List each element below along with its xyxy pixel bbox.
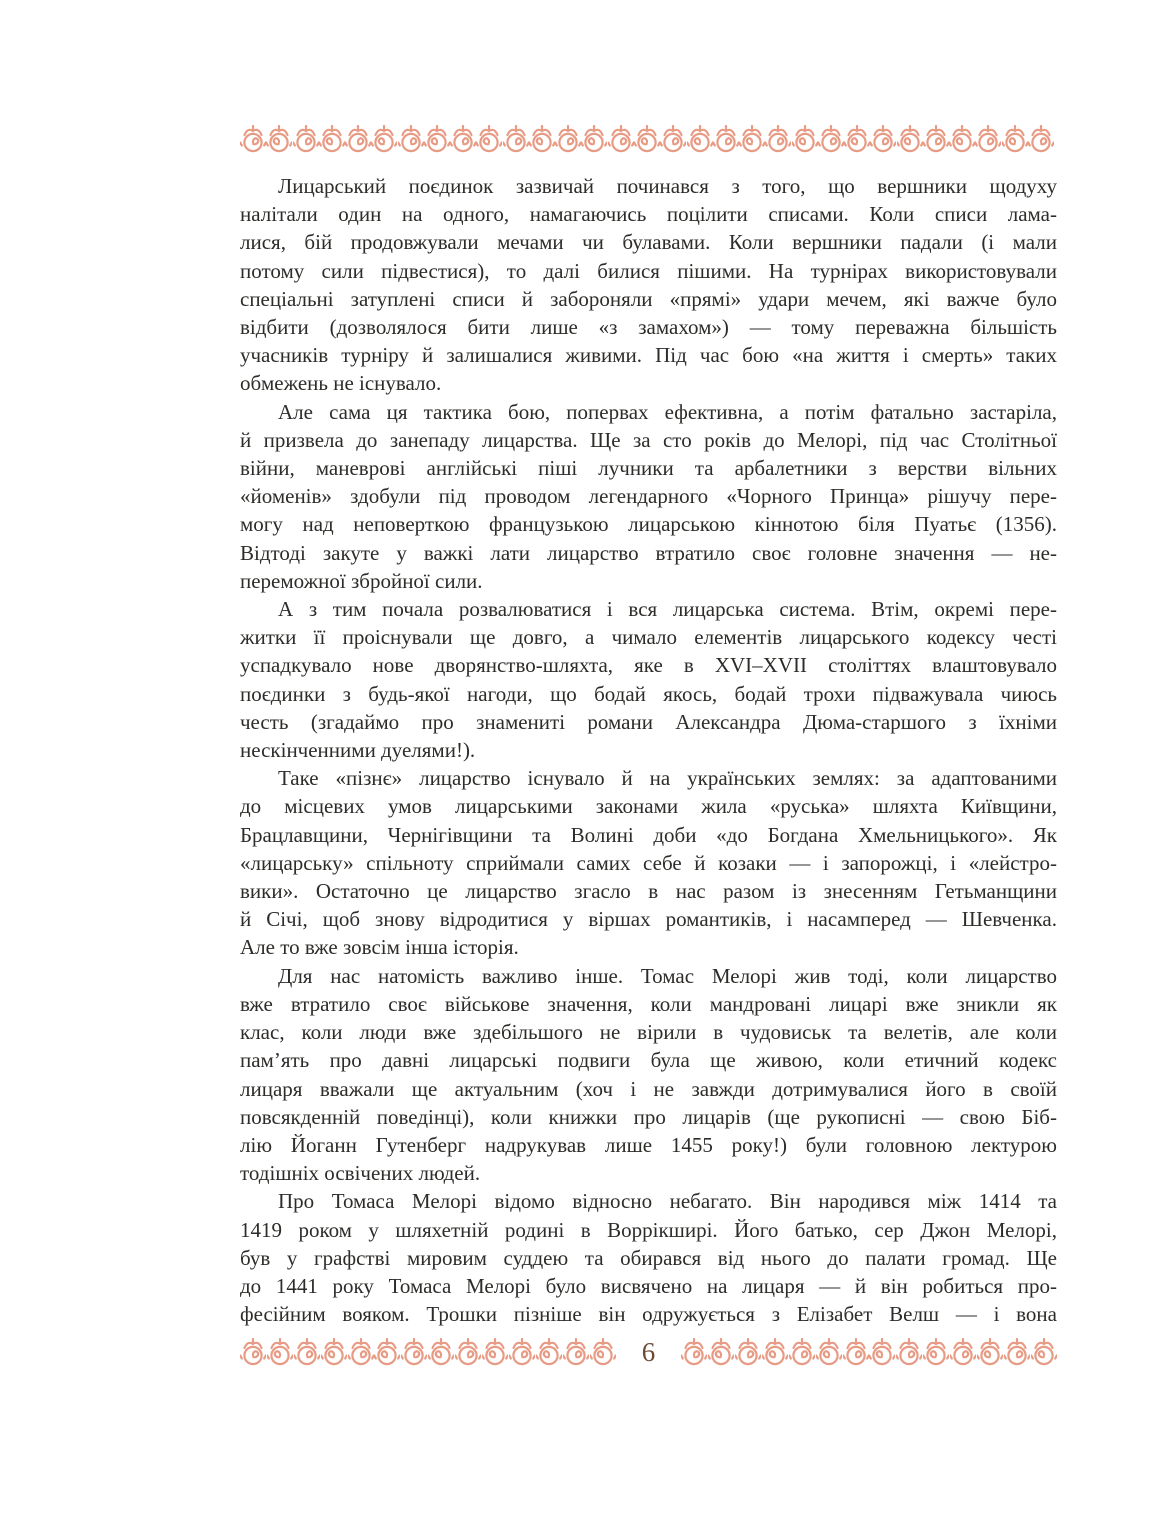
floral-scroll-icon: [708, 1337, 734, 1367]
page-number: 6: [641, 1337, 656, 1367]
floral-scroll-icon: [687, 124, 713, 154]
floral-scroll-icon: [950, 1337, 976, 1367]
text-line: до місцевих умов лицарськими законами жила «руська» шляхта Київщини,: [240, 794, 1057, 819]
text-line: фесійним вояком. Трошки пізніше він одружується з Елізабет Велш — і вона: [240, 1302, 1057, 1327]
text-line: спеціальні затуплені списи й забороняли «прямі» удари мечем, які важче було: [240, 286, 1057, 311]
text-line: 1419 роком у шляхетній родині в Воррікширі. Його батько, сер Джон Мелорі,: [240, 1217, 1057, 1242]
floral-scroll-icon: [563, 1337, 589, 1367]
floral-scroll-icon: [321, 1337, 347, 1367]
body-text: [240, 172, 1057, 1328]
text-line: Про Томаса Мелорі відомо відносно небагато. Він народився між 1414 та: [278, 1189, 1057, 1214]
page-footer: [240, 1337, 1057, 1367]
floral-scroll-icon: [590, 1337, 616, 1367]
floral-scroll-icon: [681, 1337, 707, 1367]
floral-scroll-icon: [345, 124, 371, 154]
floral-scroll-icon: [348, 1337, 374, 1367]
floral-scroll-icon: [634, 124, 660, 154]
floral-scroll-icon: [949, 124, 975, 154]
floral-scroll-icon: [739, 124, 765, 154]
floral-scroll-icon: [660, 124, 686, 154]
floral-scroll-icon: [765, 124, 791, 154]
text-line: вики». Остаточно це лицарство згасло в нас разом із знесенням Гетьманщини: [240, 879, 1057, 904]
text-line: відбити (дозволялося бити лише «з замахом») — тому переважна більшість: [240, 315, 1057, 340]
floral-scroll-icon: [762, 1337, 788, 1367]
floral-scroll-icon: [1002, 124, 1028, 154]
text-line: потому сили підвестися), то далі билися пішими. На турнірах використовували: [240, 258, 1057, 283]
text-line: пам’ять про давні лицарські подвиги була ще живою, коли етичний кодекс: [240, 1048, 1057, 1073]
floral-scroll-icon: [789, 1337, 815, 1367]
floral-scroll-icon: [870, 124, 896, 154]
floral-scroll-icon: [608, 124, 634, 154]
text-line: вже втратило своє військове значення, коли мандровані лицарі вже зникли як: [240, 991, 1057, 1016]
floral-scroll-icon: [1028, 124, 1054, 154]
floral-scroll-icon: [503, 124, 529, 154]
top-ornament-border: [240, 124, 1054, 154]
floral-scroll-icon: [455, 1337, 481, 1367]
bottom-right-ornament-border: [681, 1337, 1057, 1367]
text-line: могу над неповерткою французькою лицарською кіннотою біля Пуатьє (1356).: [240, 512, 1057, 537]
text-line: лицаря вважали ще актуальним (хоч і не завжди дотримувалися його в своїй: [240, 1076, 1057, 1101]
floral-scroll-icon: [529, 124, 555, 154]
text-line: А з тим почала розвалюватися і вся лицарська система. Втім, окремі пере-: [278, 597, 1057, 622]
text-line: лію Йоганн Гутенберг надрукував лише 1455 року!) були головною лектурою: [240, 1132, 1057, 1157]
text-line: житки її проіснували ще довго, а чимало елементів лицарського кодексу честі: [240, 625, 1057, 650]
floral-scroll-icon: [267, 1337, 293, 1367]
floral-scroll-icon: [977, 1337, 1003, 1367]
floral-scroll-icon: [509, 1337, 535, 1367]
floral-scroll-icon: [374, 1337, 400, 1367]
text-line: нескінченними дуелями!).: [240, 738, 476, 763]
text-line: успадкувало нове дворянство-шляхта, яке в XVI–XVII століттях влаштовувало: [240, 653, 1057, 678]
floral-scroll-icon: [843, 1337, 869, 1367]
floral-scroll-icon: [240, 124, 266, 154]
floral-scroll-icon: [896, 1337, 922, 1367]
floral-scroll-icon: [792, 124, 818, 154]
text-line: повсякденній поведінці), коли книжки про лицарів (ще рукописні — свою Біб-: [240, 1104, 1057, 1129]
text-line: честь (згадаймо про знамениті романи Александра Дюма-старшого з їхніми: [240, 709, 1057, 734]
text-line: учасників турніру й залишалися живими. Під час бою «на життя і смерть» таких: [240, 343, 1057, 368]
text-line: клас, коли люди вже здебільшого не вірили в чудовиськ та велетів, але коли: [240, 1020, 1057, 1045]
floral-scroll-icon: [294, 1337, 320, 1367]
text-line: поєдинки з будь-якої нагоди, що бодай якось, бодай трохи підважувала чиюсь: [240, 681, 1057, 706]
text-line: Лицарський поєдинок зазвичай починався з того, що вершники щодуху: [278, 174, 1057, 198]
floral-scroll-icon: [1031, 1337, 1057, 1367]
text-line: й призвела до занепаду лицарства. Ще за сто років до Мелорі, під час Столітньої: [240, 427, 1057, 452]
text-line: й Січі, щоб знову відродитися у віршах романтиків, і насамперед — Шевченка.: [240, 907, 1057, 932]
floral-scroll-icon: [319, 124, 345, 154]
floral-scroll-icon: [713, 124, 739, 154]
text-line: «йоменів» здобули під проводом легендарного «Чорного Принца» рішучу пере-: [240, 484, 1057, 509]
text-line: Таке «пізнє» лицарство існувало й на українських землях: за адаптованими: [278, 766, 1057, 791]
text-line: налітали один на одного, намагаючись поцілити списами. Коли списи лама-: [240, 202, 1057, 227]
floral-scroll-icon: [923, 1337, 949, 1367]
floral-scroll-icon: [482, 1337, 508, 1367]
floral-scroll-icon: [398, 124, 424, 154]
bottom-left-ornament-border: [240, 1337, 616, 1367]
floral-scroll-icon: [1004, 1337, 1030, 1367]
text-line: «лицарську» спільноту сприймали самих себе й козаки — і запорожці, і «лейстро-: [240, 850, 1057, 875]
text-line: війни, маневрові англійські піші лучники та арбалетники з верстви вільних: [240, 456, 1057, 481]
floral-scroll-icon: [450, 124, 476, 154]
floral-scroll-icon: [735, 1337, 761, 1367]
text-line: лися, бій продовжували мечами чи булавами. Коли вершники падали (і мали: [240, 230, 1057, 255]
text-line: Відтоді закуте у важкі лати лицарство втратило своє головне значення — не-: [240, 540, 1057, 565]
floral-scroll-icon: [923, 124, 949, 154]
floral-scroll-icon: [476, 124, 502, 154]
floral-scroll-icon: [555, 124, 581, 154]
floral-scroll-icon: [293, 124, 319, 154]
floral-scroll-icon: [897, 124, 923, 154]
floral-scroll-icon: [371, 124, 397, 154]
floral-scroll-icon: [816, 1337, 842, 1367]
floral-scroll-icon: [975, 124, 1001, 154]
floral-scroll-icon: [581, 124, 607, 154]
text-line: переможної збройної сили.: [240, 568, 483, 593]
floral-scroll-icon: [869, 1337, 895, 1367]
floral-scroll-icon: [401, 1337, 427, 1367]
floral-scroll-icon: [240, 1337, 266, 1367]
text-line: Але то вже зовсім інша історія.: [240, 935, 519, 960]
text-line: до 1441 року Томаса Мелорі було висвячено на лицаря — й він робиться про-: [240, 1273, 1057, 1298]
floral-scroll-icon: [536, 1337, 562, 1367]
text-line: Для нас натомість важливо інше. Томас Мелорі жив тоді, коли лицарство: [278, 963, 1057, 988]
text-line: Але сама ця тактика бою, попервах ефективна, а потім фатально застаріла,: [278, 399, 1057, 424]
floral-scroll-icon: [424, 124, 450, 154]
floral-scroll-icon: [844, 124, 870, 154]
text-line: обмежень не існувало.: [240, 371, 442, 396]
floral-scroll-icon: [818, 124, 844, 154]
text-line: тодішніх освічених людей.: [240, 1161, 481, 1186]
text-line: був у графстві мировим суддею та обирався від нього до палати громад. Ще: [240, 1245, 1057, 1270]
text-line: Брацлавщини, Чернігівщини та Волині доби «до Богдана Хмельницького». Як: [240, 822, 1057, 847]
floral-scroll-icon: [428, 1337, 454, 1367]
floral-scroll-icon: [266, 124, 292, 154]
